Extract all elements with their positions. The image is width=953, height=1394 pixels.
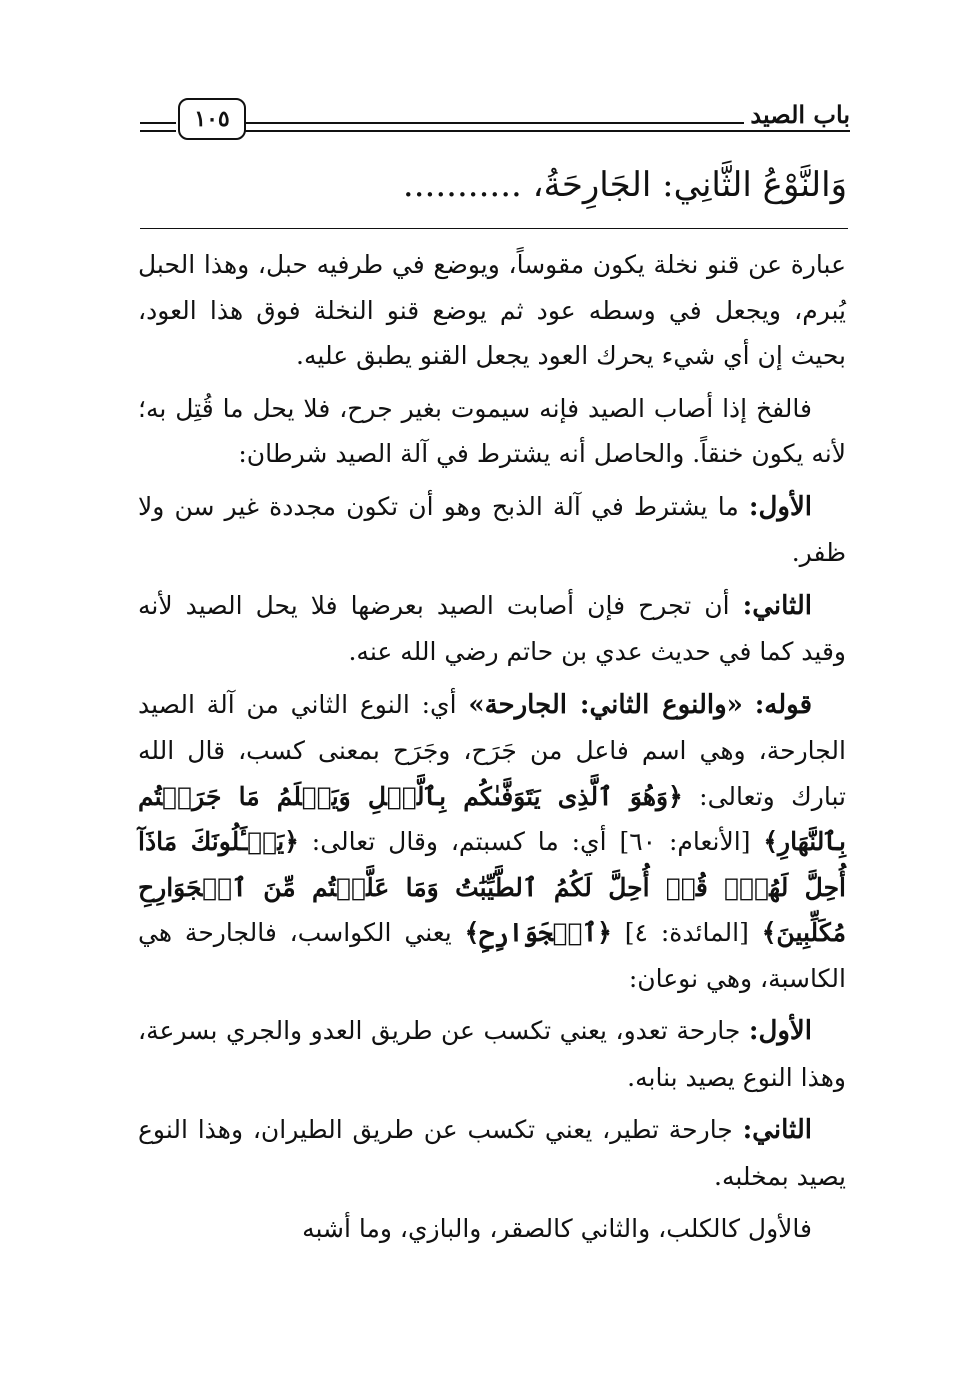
paragraph-qawluhu [138, 682, 846, 1002]
quran-ref-anam: [الأنعام: ٦٠] [619, 827, 751, 856]
condition-first-text: ما يشترط في آلة الذبح وهو أن تكون مجددة غير سن ولا ظفر. [138, 491, 846, 567]
paragraph-examples: فالأول كالكلب، والثاني كالصقر، والبازي، وما أشبه [302, 1214, 812, 1243]
paragraph-trap-description: عبارة عن قنو نخلة يكون مقوساً، ويوضع في طرفيه حبل، وهذا الحبل يُبرم، ويجعل في وسطه عود ثم يوضع قنو النخلة فوق هذا العود، بحيث إن أي شيء يحرك العود يجعل القنو يطبق عليه. [138, 250, 846, 370]
quran-verse-maidah: ﴿يَسۡـَٔلُونَكَ مَاذَآ أُحِلَّ لَهُمۡۖ قُلۡ أُحِلَّ لَكُمُ ٱلطَّيِّبَٰتُ وَمَا عَلَّمۡتُم مِّنَ ٱلۡجَوَارِحِ مُكَلِّبِينَ﴾ [138, 827, 847, 947]
quran-ref-maidah: [المائدة: ٤] [624, 918, 749, 947]
header-rule-left-bottom [140, 130, 176, 132]
condition-first-lead: الأول: [748, 491, 813, 522]
qawluhu-lead: قوله: [754, 689, 813, 720]
type-second-lead: الثاني: [742, 1115, 812, 1145]
qawluhu-text-b: أي: ما كسبتم، وقال تعالى: [311, 827, 607, 856]
qawluhu-text-a: أي: النوع الثاني من آلة الصيد الجارحة، وهي اسم فاعل من جَرَح، وجَرَح بمعنى كسب، قال الله تبارك وتعالى: [138, 689, 846, 811]
quran-verse-anam: ﴿وَهُوَ ٱلَّذِى يَتَوَفَّىٰكُم بِٱلَّيۡلِ وَيَعۡلَمُ مَا جَرَحۡتُم بِٱلنَّهَارِ﴾ [138, 781, 846, 856]
header-rule-right-bottom [244, 130, 850, 132]
paragraph-condition-second [138, 583, 846, 675]
qawluhu-quote: «والنوع الثاني: الجارحة» [468, 689, 743, 720]
type-second-text: جارحة تطير، يعني تكسب عن طريق الطيران، وهذا النوع يصيد بمخلبه. [138, 1115, 846, 1191]
paragraph-trap-ruling: فالفخ إذا أصاب الصيد فإنه سيموت بغير جرح، فلا يحل ما قُتِل به؛ لأنه يكون خنقاً. والحاصل أنه يشترط في آلة الصيد شرطان: [138, 393, 846, 468]
heading-divider [140, 228, 848, 229]
chapter-title: باب الصيد [744, 100, 850, 129]
type-first-lead: الأول: [748, 1016, 812, 1046]
condition-second-lead: الثاني: [742, 590, 813, 621]
commentary-body [138, 242, 846, 1259]
paragraph-type-first [138, 1008, 846, 1100]
paragraph-condition-first [138, 484, 846, 576]
matn-heading: وَالنَّوْعُ الثَّانِي: الجَارِحَةُ، ........... [402, 165, 847, 205]
condition-second-text: أن تجرح فإن أصابت الصيد بعرضها فلا يحل الصيد لأنه وقيد كما في حديث عدي بن حاتم رضي الله عنه. [138, 590, 846, 666]
page-number: ١٠٥ [178, 98, 246, 140]
quran-word-jawarih: ﴿ٱلۡجَوَارِحِ﴾ [464, 918, 612, 947]
header-rule-left-top [140, 122, 176, 124]
paragraph-type-second [138, 1107, 846, 1199]
page-header [140, 92, 850, 152]
qawluhu-text-c: يعني الكواسب، فالجارحة هي الكاسبة، وهي نوعان: [138, 918, 846, 993]
type-first-text: جارحة تعدو، يعني تكسب عن طريق العدو والجري بسرعة، وهذا النوع يصيد بنابه. [138, 1016, 846, 1092]
